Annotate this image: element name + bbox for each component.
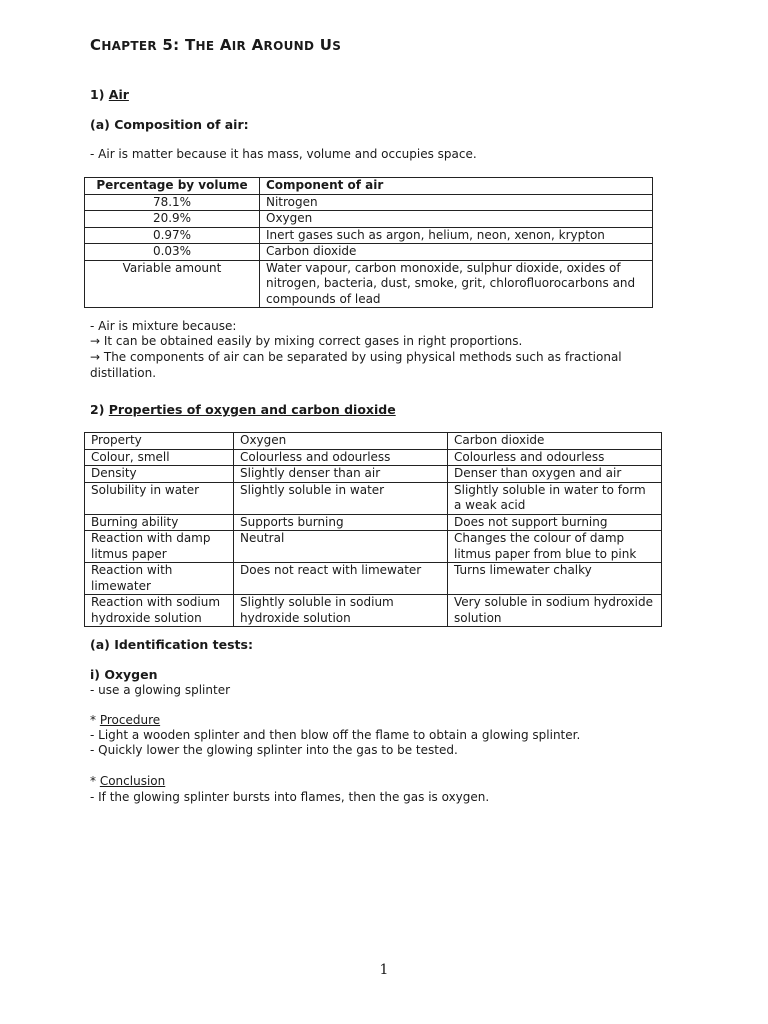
mixture-line: → It can be obtained easily by mixing correct gases in right proportions. (90, 334, 523, 348)
section-1-heading: 1) Air (90, 87, 129, 102)
air-matter-statement: - Air is matter because it has mass, volume and occupies space. (90, 147, 477, 161)
page-number: 1 (379, 962, 389, 978)
table-cell: Reaction with limewater (85, 563, 234, 595)
table-cell: Reaction with sodium hydroxide solution (85, 595, 234, 627)
procedure-label: * Procedure (90, 713, 161, 727)
table-cell: Oxygen (234, 433, 448, 450)
table-row (85, 211, 653, 228)
table-cell: Density (85, 466, 234, 483)
table-row (85, 466, 662, 483)
procedure-step: - Light a wooden splinter and then blow off the flame to obtain a glowing splinter. (90, 728, 581, 742)
procedure-step: - Quickly lower the glowing splinter into the gas to be tested. (90, 743, 458, 757)
table-header-cell: Percentage by volume (85, 178, 260, 195)
table-row (85, 595, 662, 627)
table-row (85, 449, 662, 466)
mixture-line: - Air is mixture because: (90, 319, 237, 333)
table-row (85, 482, 662, 514)
table-cell: Slightly soluble in water (234, 482, 448, 514)
table-cell: Property (85, 433, 234, 450)
table-cell: Very soluble in sodium hydroxide solution (448, 595, 662, 627)
table-cell: Nitrogen (260, 194, 653, 211)
table-row (85, 194, 653, 211)
section-1a-heading: (a) Composition of air: (90, 117, 249, 132)
table-row (85, 563, 662, 595)
table-cell: Does not react with limewater (234, 563, 448, 595)
table-cell: Variable amount (85, 260, 260, 308)
table-row (85, 260, 653, 308)
table-cell: Inert gases such as argon, helium, neon, xenon, krypton (260, 227, 653, 244)
table-cell: Turns limewater chalky (448, 563, 662, 595)
table-cell: Reaction with damp litmus paper (85, 531, 234, 563)
table-cell: 0.97% (85, 227, 260, 244)
table-cell: Neutral (234, 531, 448, 563)
table-cell: Supports burning (234, 514, 448, 531)
table-cell: Does not support burning (448, 514, 662, 531)
conclusion-statement: - If the glowing splinter bursts into flames, then the gas is oxygen. (90, 790, 490, 804)
table-row (85, 531, 662, 563)
mixture-line: → The components of air can be separated by using physical methods such as fractional (90, 350, 622, 364)
table-cell: 0.03% (85, 244, 260, 261)
table-cell: Denser than oxygen and air (448, 466, 662, 483)
table-row (85, 244, 653, 261)
table-cell: Slightly soluble in sodium hydroxide solution (234, 595, 448, 627)
table-cell: Slightly soluble in water to form a weak acid (448, 482, 662, 514)
table-cell: 20.9% (85, 211, 260, 228)
table-cell: Carbon dioxide (260, 244, 653, 261)
oxygen-method: - use a glowing splinter (90, 683, 231, 697)
table-header-row (85, 178, 653, 195)
table-row (85, 433, 662, 450)
chapter-title: CHAPTER 5: THE AIR AROUND US (90, 36, 342, 54)
table-row (85, 514, 662, 531)
composition-table (84, 177, 653, 308)
table-cell: Colourless and odourless (448, 449, 662, 466)
table-cell: Water vapour, carbon monoxide, sulphur dioxide, oxides of nitrogen, bacteria, dust, smoke, grit, chlorofluorocarbons and compounds of lead (260, 260, 653, 308)
table-row (85, 227, 653, 244)
table-cell: Slightly denser than air (234, 466, 448, 483)
conclusion-label: * Conclusion (90, 774, 166, 788)
properties-table (84, 432, 662, 627)
table-header-cell: Component of air (260, 178, 653, 195)
table-cell: Changes the colour of damp litmus paper from blue to pink (448, 531, 662, 563)
mixture-line: distillation. (90, 366, 157, 380)
table-cell: Burning ability (85, 514, 234, 531)
section-2-heading: 2) Properties of oxygen and carbon dioxide (90, 402, 396, 417)
table-cell: Colourless and odourless (234, 449, 448, 466)
table-cell: Solubility in water (85, 482, 234, 514)
identification-tests-heading: (a) Identification tests: (90, 637, 253, 652)
table-cell: Oxygen (260, 211, 653, 228)
table-cell: Colour, smell (85, 449, 234, 466)
table-cell: Carbon dioxide (448, 433, 662, 450)
oxygen-heading: i) Oxygen (90, 667, 158, 682)
table-cell: 78.1% (85, 194, 260, 211)
